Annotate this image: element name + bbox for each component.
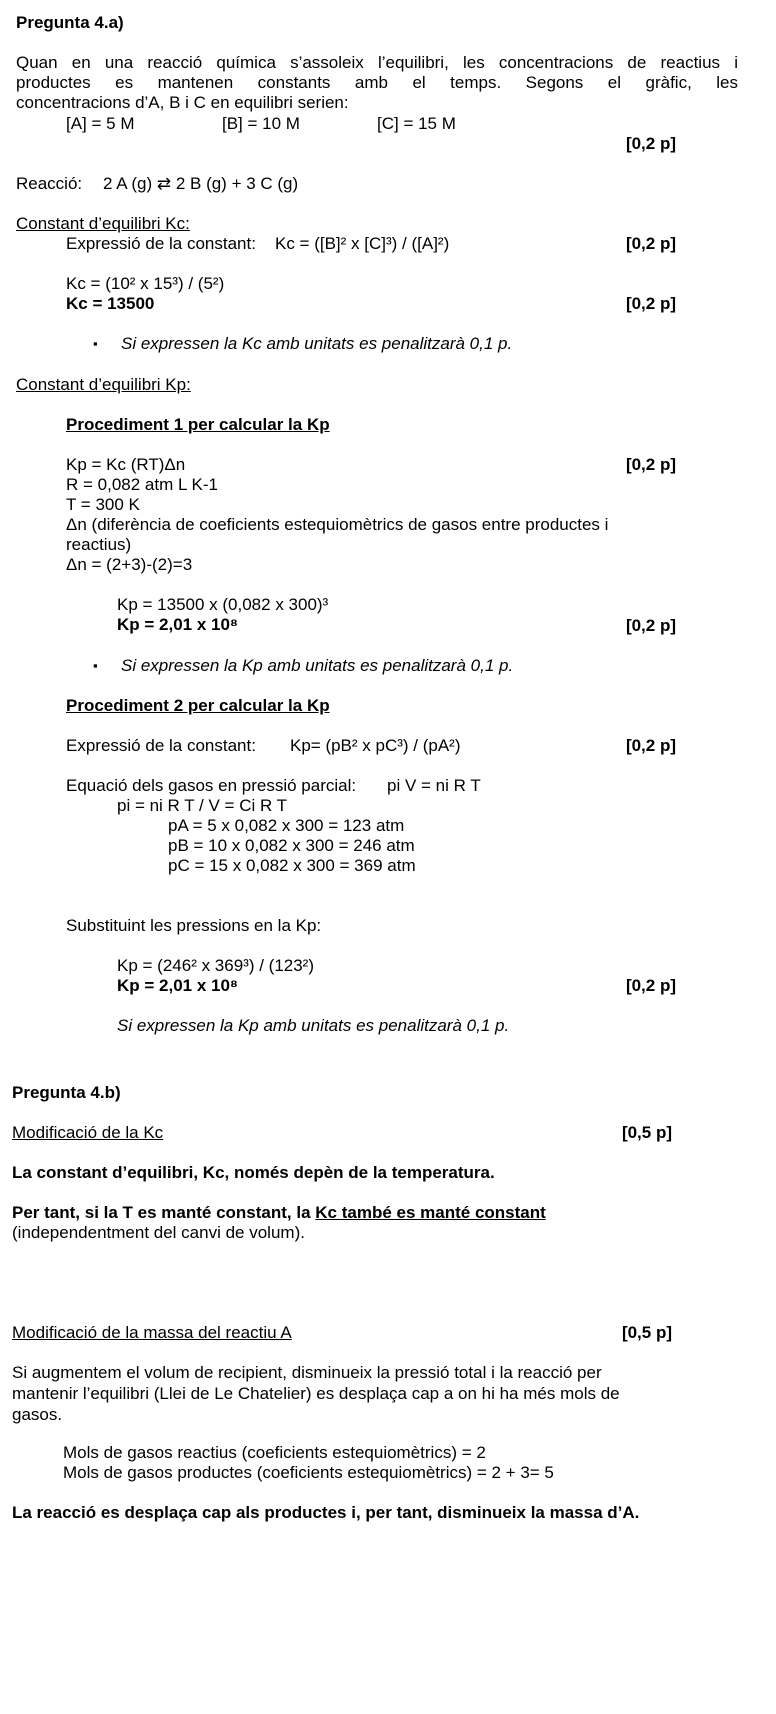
delta-n-definition-2: reactius) <box>66 535 132 554</box>
question-4b-heading: Pregunta 4.b) <box>12 1083 121 1102</box>
pressure-b: pB = 10 x 0,082 x 300 = 246 atm <box>168 836 415 855</box>
points-kc-expression: [0,2 p] <box>625 234 676 253</box>
kc-units-note: ▪ Si expressen la Kc amb unitats es penalitzarà 0,1 p. <box>121 333 512 354</box>
pressure-c: pC = 15 x 0,082 x 300 = 369 atm <box>168 856 416 875</box>
concentration-a: [A] = 5 M <box>66 114 135 133</box>
kp-units-note-2: Si expressen la Kp amb unitats es penalitzarà 0,1 p. <box>117 1016 510 1035</box>
reaction-label: Reacció: <box>16 174 83 193</box>
question-4a-heading: Pregunta 4.a) <box>16 13 124 32</box>
points-concentrations: [0,2 p] <box>625 134 676 153</box>
procedure-1-result: Kp = 2,01 x 10⁸ <box>117 615 238 634</box>
concentration-c: [C] = 15 M <box>377 114 456 133</box>
mols-reactants: Mols de gasos reactius (coeficients estequiomètrics) = 2 <box>63 1443 486 1462</box>
points-kc-result: [0,2 p] <box>625 294 676 313</box>
kc-constant-conclusion-text: Per tant, si la T es manté constant, la <box>12 1203 311 1222</box>
procedure-2-expression: Kp= (pB² x pC³) / (pA²) <box>290 736 461 755</box>
points-procedure-2-expression: [0,2 p] <box>625 736 676 755</box>
kc-calculation: Kc = (10² x 15³) / (5²) <box>66 274 225 293</box>
mols-products: Mols de gasos productes (coeficients estequiomètrics) = 2 + 3= 5 <box>63 1463 554 1482</box>
mass-modification-heading: Modificació de la massa del reactiu A <box>12 1323 292 1342</box>
kc-constant-emphasis: Kc també es manté constant <box>315 1203 546 1222</box>
points-procedure-1-formula: [0,2 p] <box>625 455 676 474</box>
procedure-1-calculation: Kp = 13500 x (0,082 x 300)³ <box>117 595 329 614</box>
procedure-2-result: Kp = 2,01 x 10⁸ <box>117 976 238 995</box>
intro-line-1: Quan en una reacció química s’assoleix l’equilibri, les concentracions de reactius i <box>16 53 738 72</box>
substitution-label: Substituint les pressions en la Kp: <box>66 916 322 935</box>
kc-result: Kc = 13500 <box>66 294 155 313</box>
points-mass-modification: [0,5 p] <box>621 1323 672 1342</box>
procedure-2-expression-label: Expressió de la constant: <box>66 736 256 755</box>
kc-heading: Constant d’equilibri Kc: <box>16 214 190 233</box>
procedure-1-formula: Kp = Kc (RT)Δn <box>66 455 186 474</box>
kc-expression-label: Expressió de la constant: <box>66 234 256 253</box>
kp-heading: Constant d’equilibri Kp: <box>16 375 191 394</box>
kc-expression: Kc = ([B]² x [C]³) / ([A]²) <box>275 234 450 253</box>
temperature: T = 300 K <box>66 495 140 514</box>
delta-n-definition-1: Δn (diferència de coeficients estequiomètrics de gasos entre productes i <box>66 515 609 534</box>
partial-pressure-equation: pi V = ni R T <box>387 776 481 795</box>
kc-modification-statement: La constant d’equilibri, Kc, només depèn de la temperatura. <box>12 1163 495 1182</box>
concentration-b: [B] = 10 M <box>222 114 300 133</box>
delta-n-calculation: Δn = (2+3)-(2)=3 <box>66 555 193 574</box>
intro-line-3: concentracions d’A, B i C en equilibri serien: <box>16 93 349 112</box>
kc-modification-heading: Modificació de la Kc <box>12 1123 164 1142</box>
points-kc-modification: [0,5 p] <box>621 1123 672 1142</box>
final-conclusion: La reacció es desplaça cap als productes i, per tant, disminueix la massa d’A. <box>12 1503 640 1522</box>
gas-constant-r: R = 0,082 atm L K-1 <box>66 475 218 494</box>
reaction-equation: 2 A (g) ⇄ 2 B (g) + 3 C (g) <box>103 174 299 193</box>
kc-constant-remark: (independentment del canvi de volum). <box>12 1223 305 1242</box>
pressure-a: pA = 5 x 0,082 x 300 = 123 atm <box>168 816 405 835</box>
procedure-1-heading: Procediment 1 per calcular la Kp <box>66 415 330 434</box>
procedure-2-heading: Procediment 2 per calcular la Kp <box>66 696 330 715</box>
kp-units-note-1: ▪ Si expressen la Kp amb unitats es penalitzarà 0,1 p. <box>121 655 513 676</box>
points-procedure-2-result: [0,2 p] <box>625 976 676 995</box>
partial-pressure-formula: pi = ni R T / V = Ci R T <box>117 796 288 815</box>
partial-pressure-label: Equació dels gasos en pressió parcial: <box>66 776 357 795</box>
points-procedure-1-result: [0,2 p] <box>625 616 676 635</box>
procedure-2-calculation: Kp = (246² x 369³) / (123²) <box>117 956 315 975</box>
mass-modification-explanation: Si augmentem el volum de recipient, disminueix la pressió total i la reacció per mantenir l’equilibri (Llei de Le Chatelier) es desplaça cap a on hi ha més mols de gasos. <box>12 1363 620 1424</box>
intro-line-2: productes es mantenen constants amb el temps. Segons el gràfic, les <box>16 73 738 92</box>
kc-constant-conclusion <box>12 1202 546 1223</box>
